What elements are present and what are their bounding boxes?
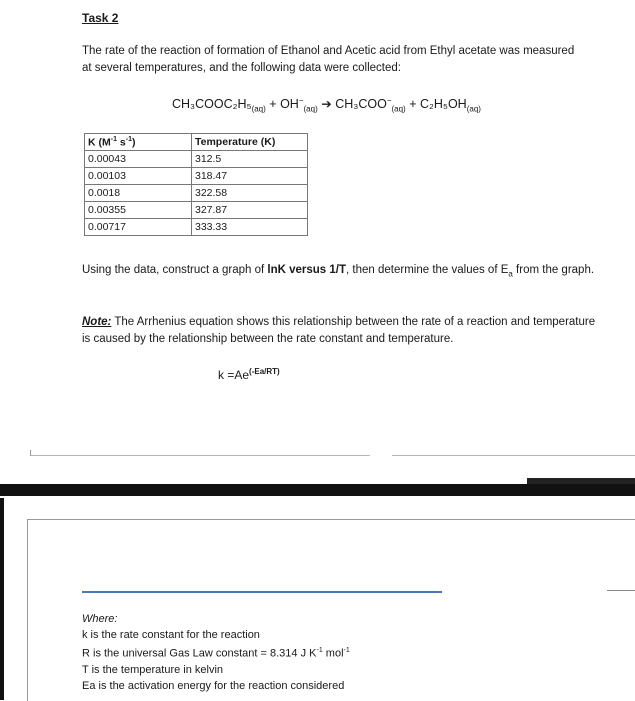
divider-line <box>82 591 442 593</box>
page-edge <box>0 498 4 700</box>
note-label: Note: <box>82 316 112 328</box>
arrhenius-equation: $k =Ae^{(-Ea/RT)}$ <box>218 367 280 382</box>
intro-paragraph: The rate of the reaction of formation of Ethanol and Acetic acid from Ethyl acetate was measured at several temperatures, and the following data were collected: <box>82 45 575 74</box>
header-temperature: Temperature (K) <box>192 134 308 151</box>
separator-line <box>30 455 370 456</box>
definition-k: k is the rate constant for the reaction <box>82 629 260 641</box>
task-title: Task 2 <box>82 11 119 25</box>
product-ethanol: C₂H₅OH <box>420 97 467 112</box>
reaction-equation: $CH_3COOC_2H_5_{(aq)} + OH^-_{(aq)}$ ➔ $CH_3COO^-_{(aq)} + C_2H_5OH_{(aq)}$ <box>172 96 481 114</box>
where-label: Where: <box>82 613 118 625</box>
table-header-row <box>85 134 308 151</box>
table-row: 0.0018 322.58 <box>85 185 308 202</box>
separator-line <box>392 455 635 456</box>
definition-t: T is the temperature in kelvin <box>82 663 224 676</box>
header-rate-constant: K ($M^{-1}$ $s^{-1}$) <box>85 134 192 151</box>
table-row: 0.00355 327.87 <box>85 202 308 219</box>
reaction-arrow-icon: ➔ <box>321 97 332 112</box>
table-row: 0.00043 312.5 <box>85 151 308 168</box>
table-row: 0.00103 318.47 <box>85 168 308 185</box>
where-definitions <box>82 611 602 694</box>
page-edge-band <box>0 484 635 496</box>
divider-line <box>607 590 635 591</box>
rate-data-table <box>84 133 308 236</box>
product-acetate: CH₃COO <box>335 97 387 112</box>
separator-tick <box>30 450 31 456</box>
definition-ea: Ea is the activation energy for the reaction considered <box>82 679 345 692</box>
instruction-paragraph: Using the data, construct a graph of lnK versus 1/T, then determine the values of $E_a$ from the graph. <box>82 264 595 279</box>
table-row: 0.00717 333.33 <box>85 219 308 236</box>
note-paragraph: Note: The Arrhenius equation shows this relationship between the rate of a reaction and temperature is caused by the relationship between the rate constant and temperature. <box>82 316 596 345</box>
reactant-hydroxide: OH <box>280 97 299 112</box>
definition-r: R is the universal Gas Law constant = 8.314 J $K^{-1}$ mol$^{-1}$ <box>82 647 350 660</box>
reactant-ethyl-acetate: CH₃COOC₂H₅ <box>172 97 252 112</box>
